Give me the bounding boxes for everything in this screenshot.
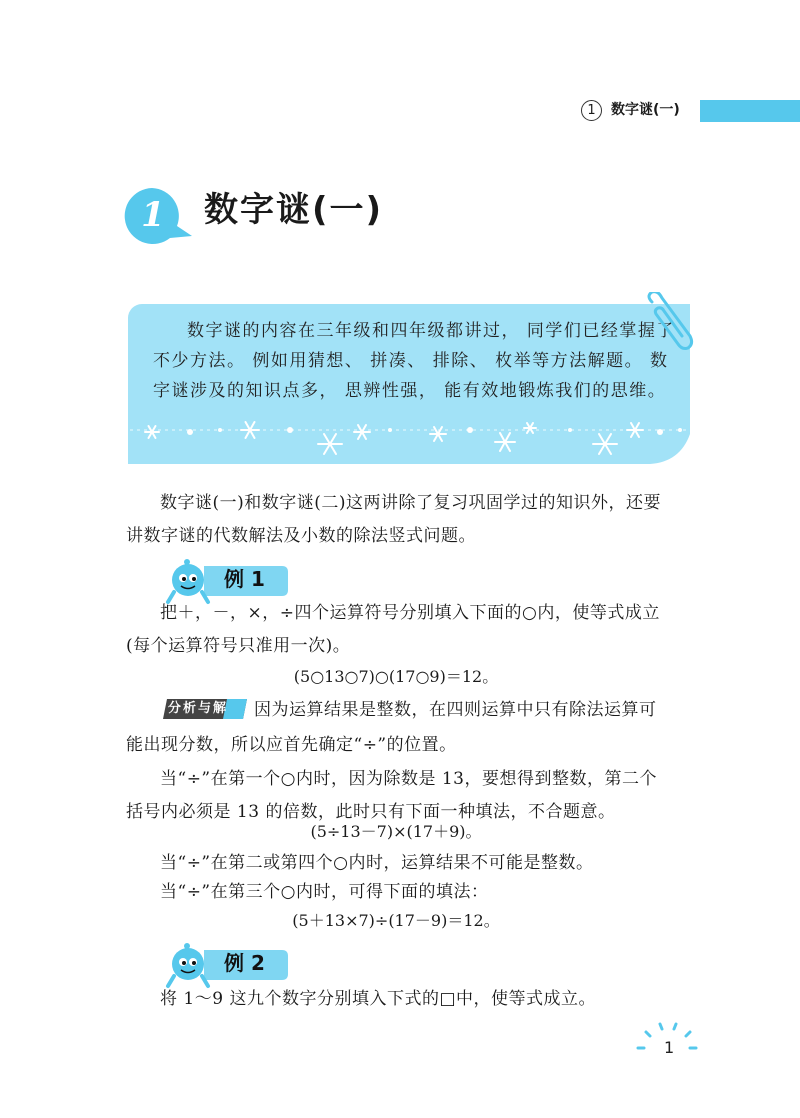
paperclip-icon xyxy=(638,292,698,352)
chapter-title: 数字谜(一) xyxy=(204,190,384,230)
intro-text: 数字谜的内容在三年级和四年级都讲过， 同学们已经掌握了不少方法。 例如用猜想、 拼凑、 排除、 枚举等方法解题。 数字谜涉及的知识点多， 思辨性强， 能有效地锻炼我们的思维。 xyxy=(153,321,675,401)
snowflake-decoration-icon xyxy=(130,418,690,464)
case-1-text: 当“÷”在第一个○内时，因为除数是 13，要想得到整数，第二个括号内必须是 13 的倍数，此时只有下面一种填法，不合题意。 xyxy=(126,769,657,822)
case-1-equation: (5÷13－7)×(17＋9)。 xyxy=(310,822,482,841)
example-1-label: 例 1 xyxy=(224,567,265,591)
example-1-equation: (5○13○7)○(17○9)＝12。 xyxy=(293,667,499,686)
analysis-text: 因为运算结果是整数，在四则运算中只有除法运算可能出现分数，所以应首先确定“÷”的位置。 xyxy=(126,700,657,755)
header-accent-bar xyxy=(700,100,800,122)
example-2-label: 例 2 xyxy=(224,951,265,975)
analysis-label: 分析与解 xyxy=(168,701,229,716)
intro-paragraph: 数字谜(一)和数字谜(二)这两讲除了复习巩固学过的知识外，还要讲数字谜的代数解法及小数的除法竖式问题。 xyxy=(126,493,662,546)
example-2-problem: 将 1～9 这九个数字分别填入下式的□中，使等式成立。 xyxy=(160,989,597,1009)
example-1-problem: 把＋，－，×，÷四个运算符号分别填入下面的○内，使等式成立(每个运算符号只准用一次)。 xyxy=(126,603,660,656)
case-3-text: 当“÷”在第三个○内时，可得下面的填法： xyxy=(160,882,489,902)
page-number: 1 xyxy=(664,1038,675,1057)
header-chapter-title: 数字谜(一) xyxy=(611,102,680,118)
chapter-number: 1 xyxy=(141,195,165,235)
header-chapter-number: 1 xyxy=(581,100,602,121)
case-3-equation: (5＋13×7)÷(17－9)＝12。 xyxy=(292,911,500,930)
case-2-text: 当“÷”在第二或第四个○内时，运算结果不可能是整数。 xyxy=(160,853,594,873)
